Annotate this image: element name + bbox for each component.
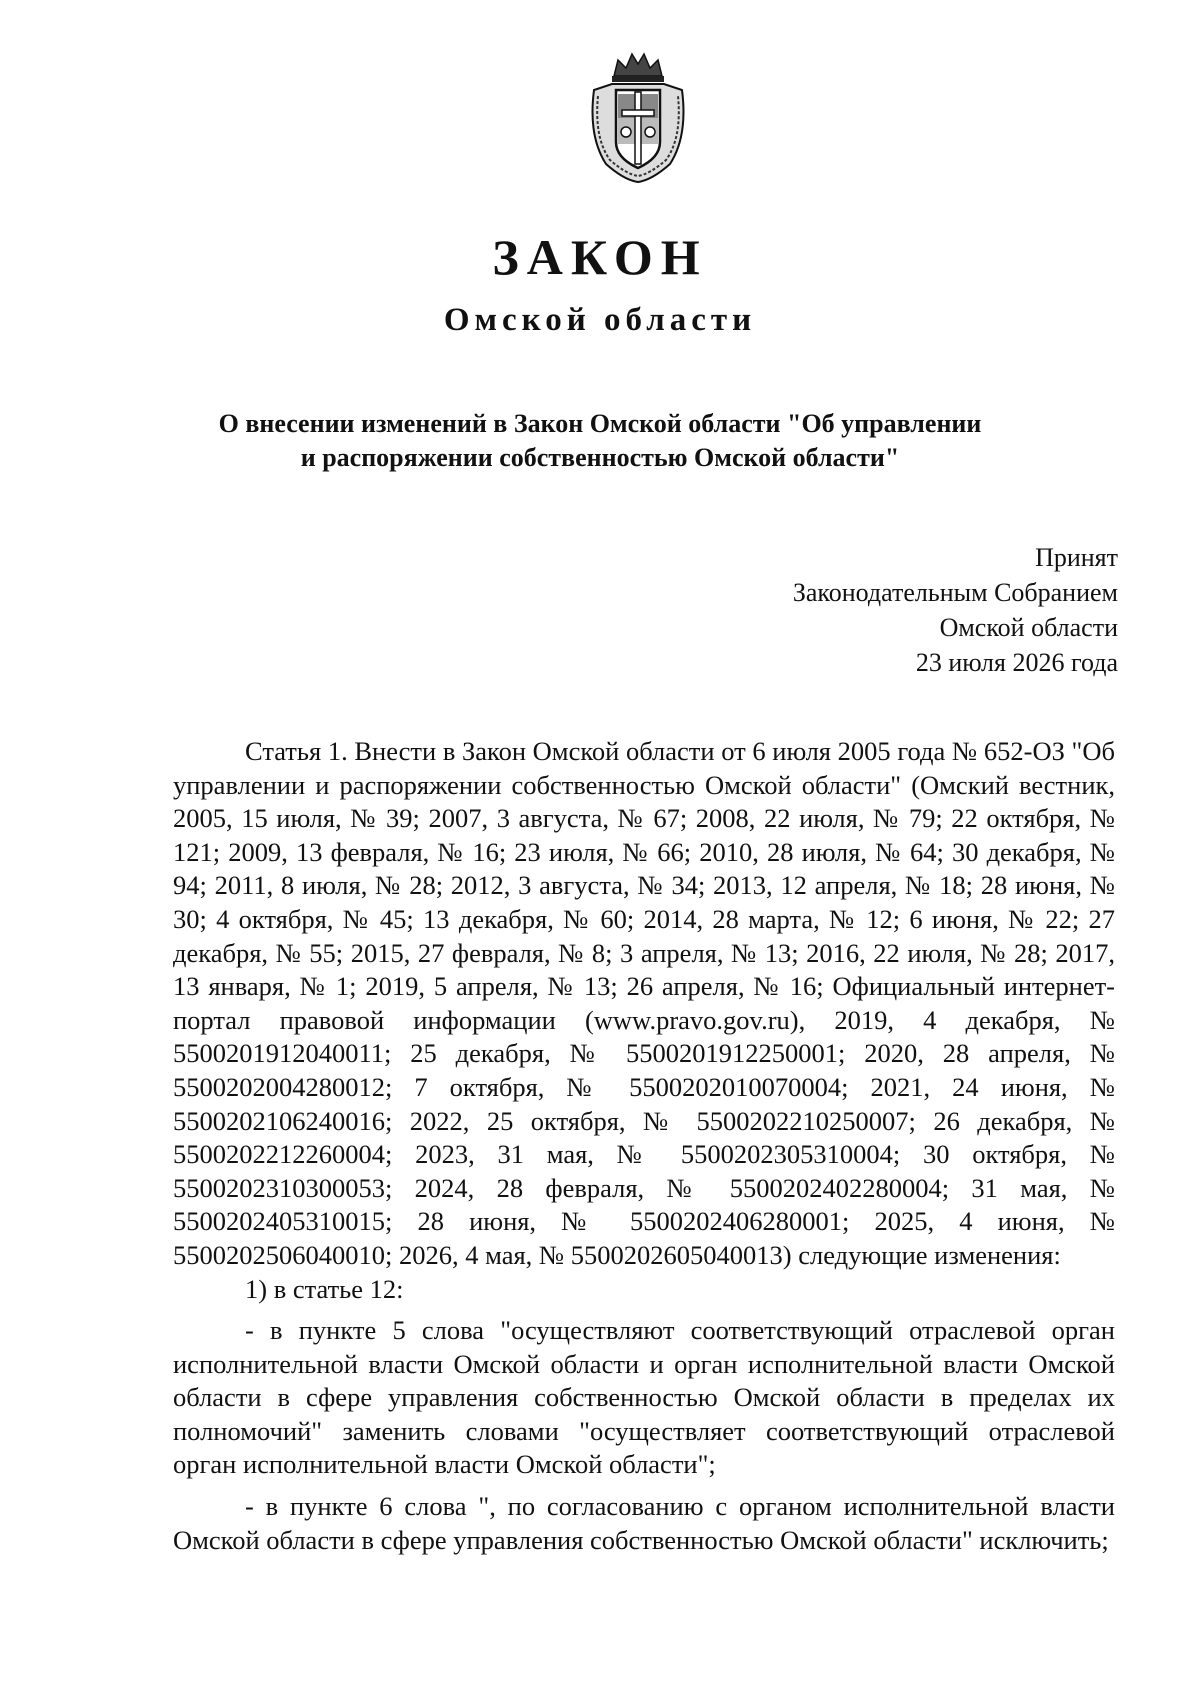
document-subtitle: Омской области — [443, 302, 757, 338]
adoption-line-3: Омской области — [939, 613, 1118, 642]
item-1-paragraph: 1) в статье 12: — [245, 1273, 404, 1304]
adoption-line-2: Законодательным Собранием — [792, 578, 1118, 607]
document-body — [173, 735, 1115, 1557]
law-heading — [170, 407, 1030, 475]
item-1-point-5-paragraph: - в пункте 5 слова "осуществляют соответствующий отраслевой орган исполнительной власти Омской области и орган исполнительной власти Омской области в сфере управления собственностью Омской области в пределах их полномочий" заменить словами "осуществляет соответствующий отраслевой орган исполнительной власти Омской области"; — [173, 1315, 1115, 1480]
document-title: ЗАКОН — [492, 229, 708, 285]
adoption-date: 23 июля 2026 года — [915, 648, 1118, 677]
adoption-block — [793, 540, 1118, 680]
law-heading-line-1: О внесении изменений в Закон Омской области "Об управлении — [218, 409, 982, 438]
coat-of-arms-icon — [584, 46, 692, 184]
item-1-point-6-paragraph: - в пункте 6 слова ", по согласованию с органом исполнительной власти Омской области в сфере управления собственностью Омской области" исключить; — [173, 1491, 1115, 1555]
adoption-line-1: Принят — [1035, 543, 1118, 572]
article-1-paragraph: Статья 1. Внести в Закон Омской области от 6 июля 2005 года № 652-ОЗ "Об управлении и распоряжении собственностью Омской области" (Омский вестник, 2005, 15 июля, № 39; 2007, 3 августа, № 67; 2008, 22 июля, № 79; 22 октября, № 121; 2009, 13 февраля, № 16; 23 июля, № 66; 2010, 28 июля, № 64; 30 декабря, № 94; 2011, 8 июля, № 28; 2012, 3 августа, № 34; 2013, 12 апреля, № 18; 28 июня, № 30; 4 октября, № 45; 13 декабря, № 60; 2014, 28 марта, № 12; 6 июня, № 22; 27 декабря, № 55; 2015, 27 февраля, № 8; 3 апреля, № 13; 2016, 22 июля, № 28; 2017, 13 января, № 1; 2019, 5 апреля, № 13; 26 апреля, № 16; Официальный интернет-портал правовой информации (www.pravo.gov.ru), 2019, 4 декабря, № 5500201912040011; 25 декабря, № 5500201912250001; 2020, 28 апреля, № 5500202004280012; 7 октября, № 5500202010070004; 2021, 24 июня, № 5500202106240016; 2022, 25 октября, № 5500202210250007; 26 декабря, № 5500202212260004; 2023, 31 мая, № 5500202305310004; 30 октября, № 5500202310300053; 2024, 28 февраля, № 5500202402280004; 31 мая, № 5500202405310015; 28 июня, № 5500202406280001; 2025, 4 июня, № 5500202506040010; 2026, 4 мая, № 5500202605040013) следующие изменения: — [173, 736, 1115, 1270]
law-heading-line-2: и распоряжении собственностью Омской области" — [300, 443, 900, 472]
coat-of-arms-emblem — [584, 46, 692, 184]
